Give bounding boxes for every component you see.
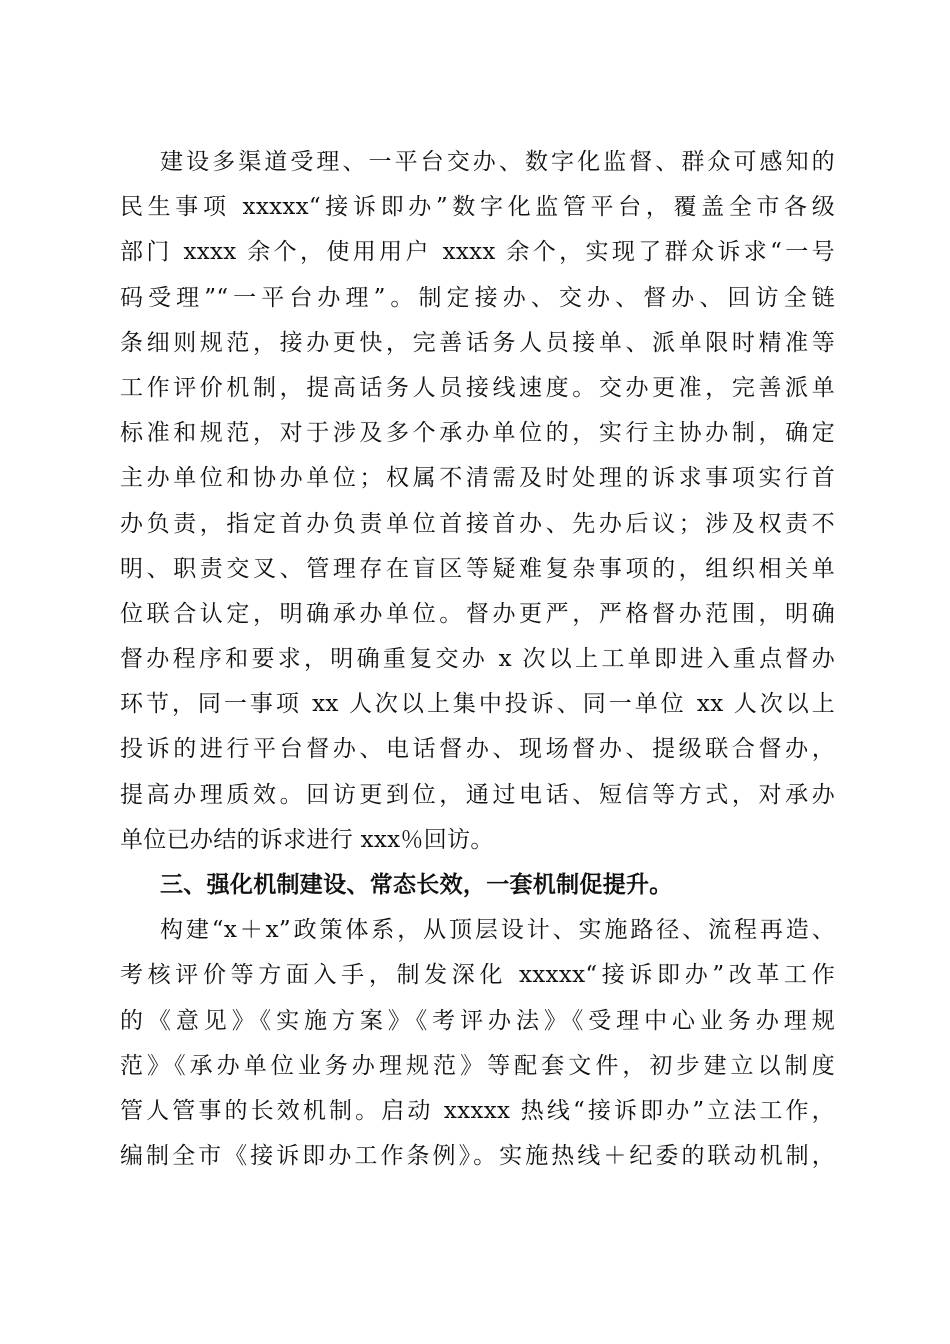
text-line: 范》《承办单位业务办理规范》等配套文件，初步建立以制度 — [120, 1052, 835, 1079]
text-line: 构建“x＋x”政策体系，从顶层设计、实施路径、流程再造、 — [160, 917, 835, 944]
text-line: 办负责，指定首办负责单位首接首办、先办后议；涉及权责不 — [120, 510, 835, 537]
paragraph-platform — [120, 140, 835, 863]
text-line: 码受理”“一平台办理”。制定接办、交办、督办、回访全链 — [120, 284, 835, 311]
text-line: 部门 xxxx 余个，使用用户 xxxx 余个，实现了群众诉求“一号 — [120, 239, 835, 266]
text-line: 管人管事的长效机制。启动 xxxxx 热线“接诉即办”立法工作， — [120, 1097, 835, 1124]
text-line: 单位已办结的诉求进行 xxx％回访。 — [120, 826, 494, 853]
text-line: 条细则规范，接办更快，完善话务人员接单、派单限时精准等 — [120, 329, 835, 356]
text-line: 明、职责交叉、管理存在盲区等疑难复杂事项的，组织相关单 — [120, 555, 835, 582]
text-line: 编制全市《接诉即办工作条例》。实施热线＋纪委的联动机制， — [120, 1143, 835, 1170]
document-page — [120, 140, 835, 1179]
text-line: 建设多渠道受理、一平台交办、数字化监督、群众可感知的 — [160, 149, 835, 175]
text-line: 工作评价机制，提高话务人员接线速度。交办更准，完善派单 — [120, 374, 835, 401]
paragraph-mechanism — [120, 908, 835, 1179]
text-line: 环节，同一事项 xx 人次以上集中投诉、同一单位 xx 人次以上 — [120, 691, 835, 718]
section-heading: 三、强化机制建设、常态长效，一套机制促提升。 — [160, 872, 673, 898]
text-line: 投诉的进行平台督办、电话督办、现场督办、提级联合督办， — [120, 736, 835, 763]
text-line: 标准和规范，对于涉及多个承办单位的，实行主协办制，确定 — [120, 420, 835, 447]
text-line: 考核评价等方面入手，制发深化 xxxxx“接诉即办”改革工作 — [120, 962, 835, 989]
text-line: 督办程序和要求，明确重复交办 x 次以上工单即进入重点督办 — [120, 646, 835, 673]
text-line: 民生事项 xxxxx“接诉即办”数字化监管平台，覆盖全市各级 — [120, 194, 835, 221]
text-line: 的《意见》《实施方案》《考评办法》《受理中心业务办理规 — [120, 1007, 835, 1034]
text-line: 提高办理质效。回访更到位，通过电话、短信等方式，对承办 — [120, 781, 835, 808]
text-line: 主办单位和协办单位；权属不清需及时处理的诉求事项实行首 — [120, 465, 835, 492]
text-line: 位联合认定，明确承办单位。督办更严，严格督办范围，明确 — [120, 600, 835, 627]
